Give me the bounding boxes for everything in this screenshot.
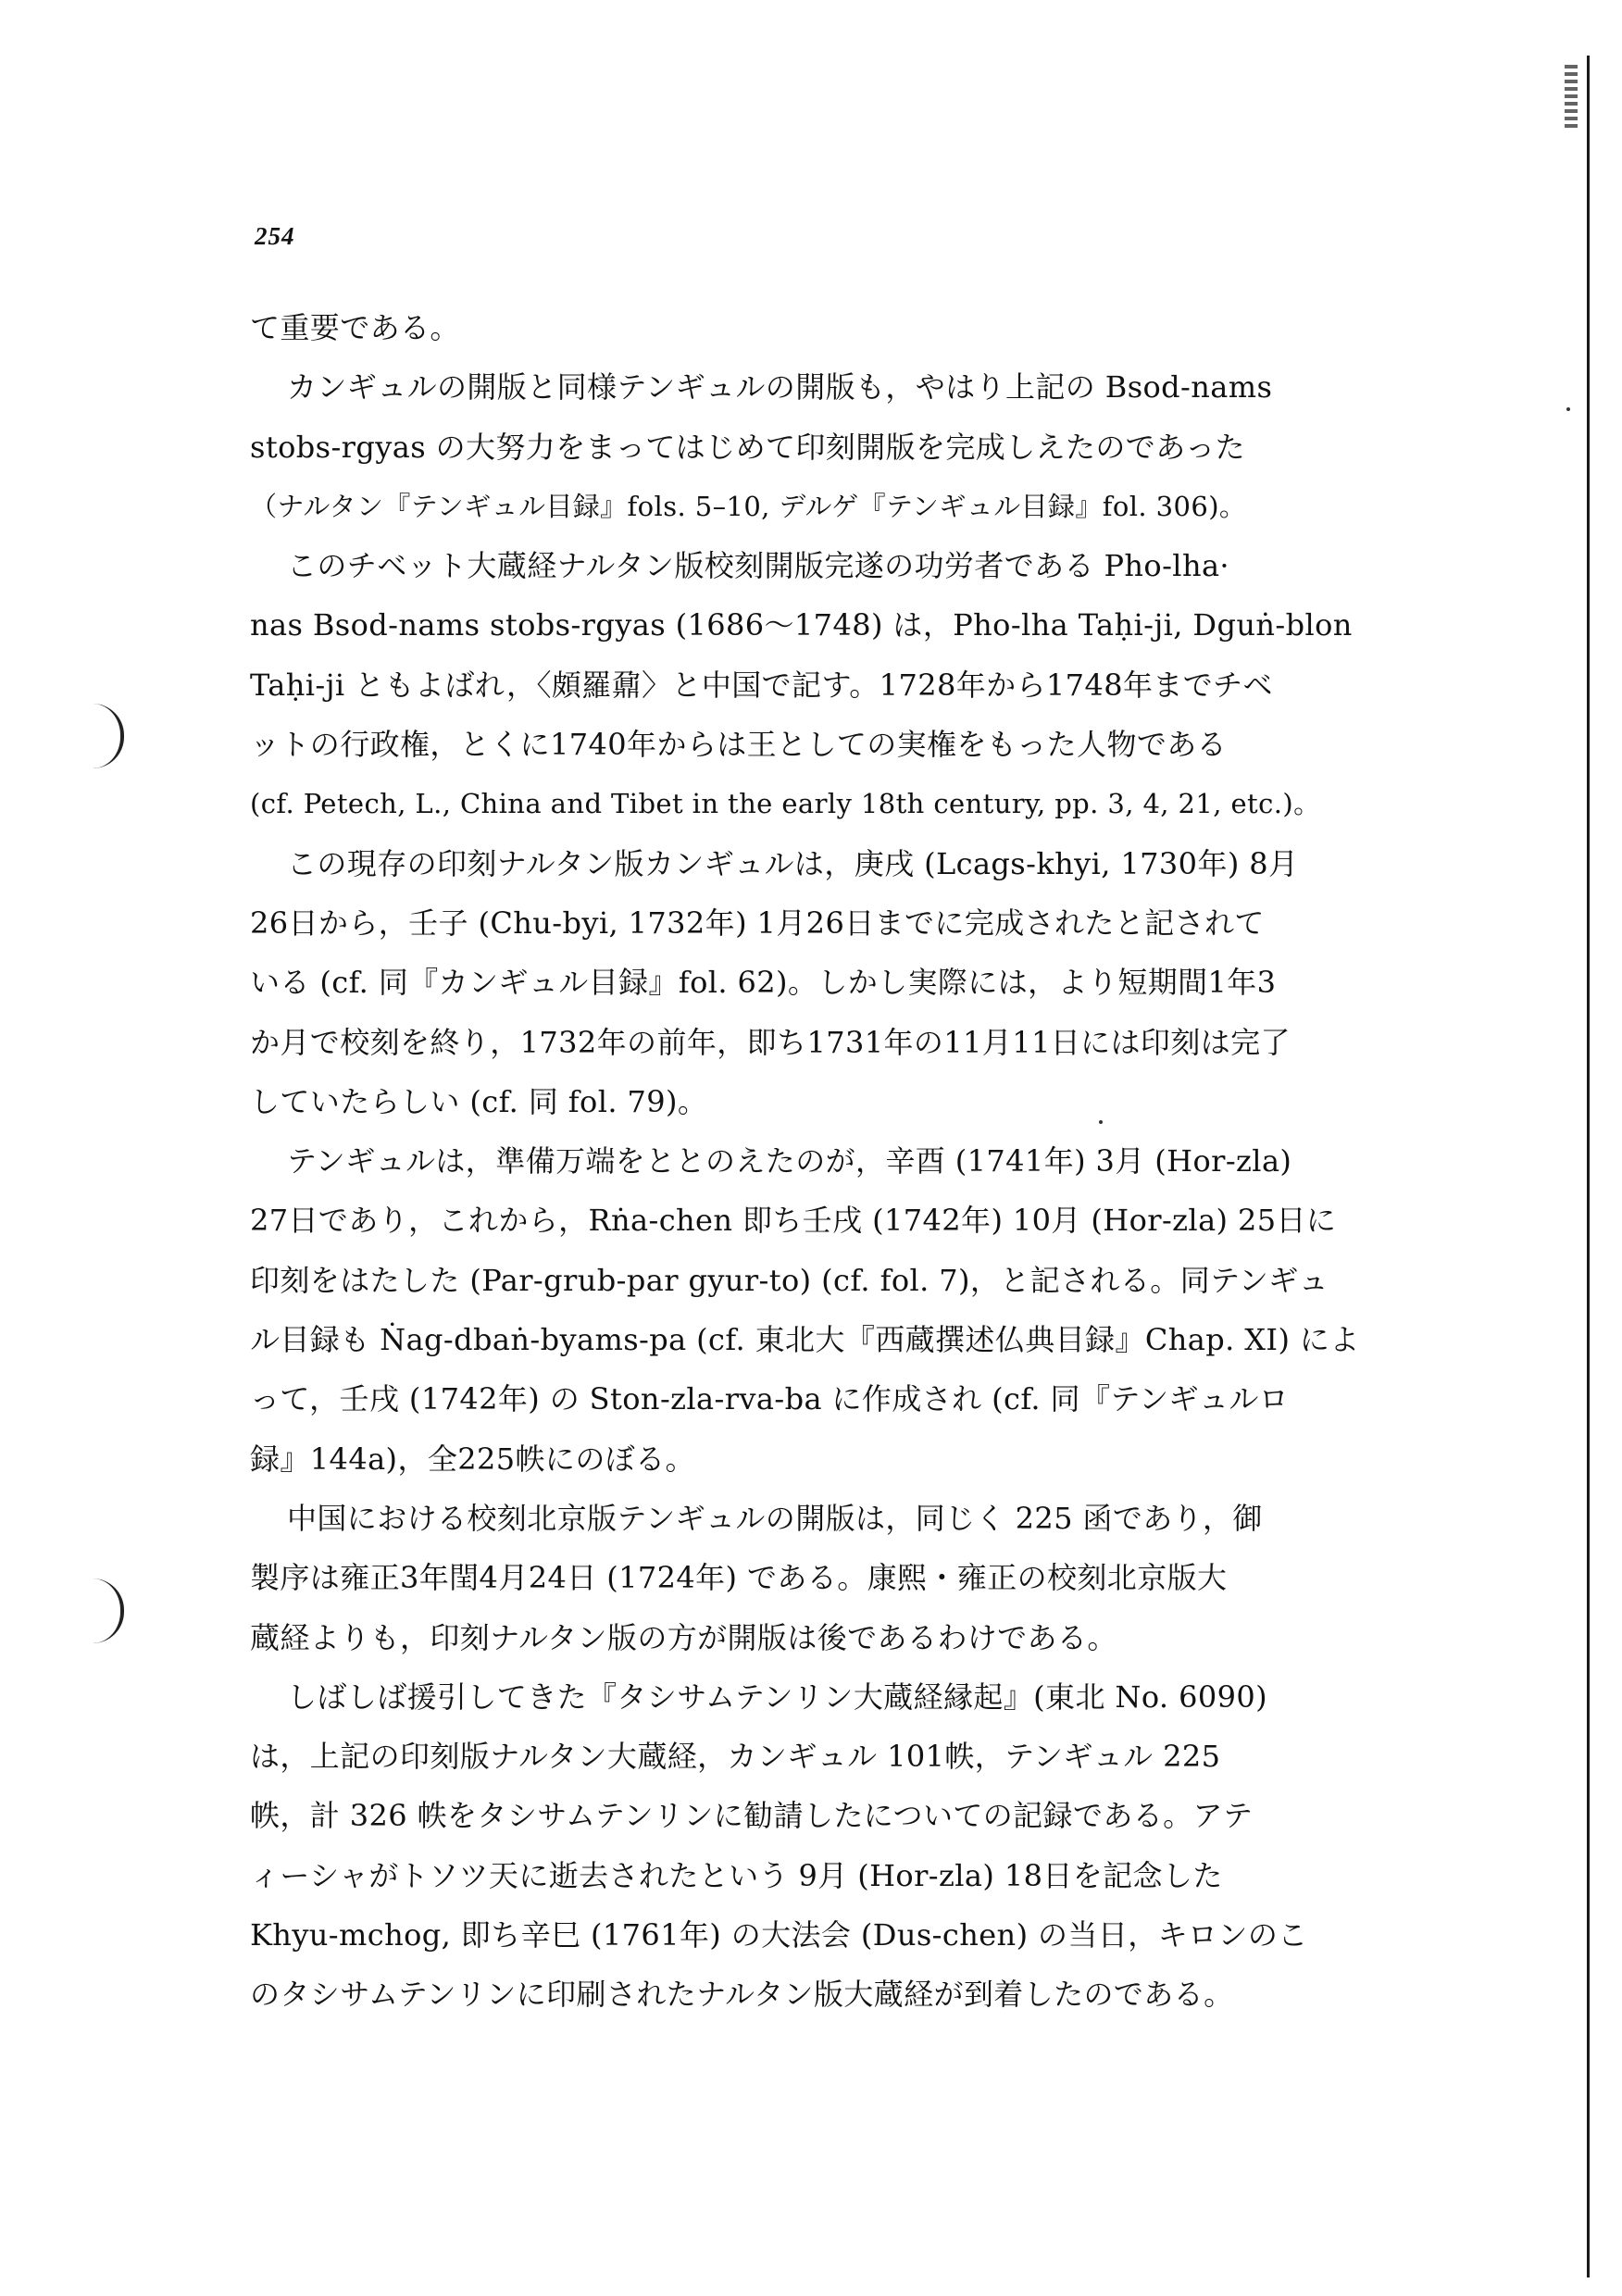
text-line: は，上記の印刻版ナルタン大蔵経，カンギュル 101帙，テンギュル 225: [250, 1739, 1221, 1775]
scan-speck: [1566, 407, 1570, 411]
text-line: いる (cf. 同『カンギュル目録』fol. 62)。しかし実際には，より短期間1年3: [250, 965, 1277, 1001]
text-line: しばしば援引してきた『タシサムテンリン大蔵経縁起』(東北 No. 6090): [287, 1678, 1267, 1715]
text-line: nas Bsod-nams stobs-rgyas (1686～1748) は，Pho-lha Taḥi-ji, Dguṅ-blon: [250, 607, 1353, 643]
text-line: Khyu-mchog, 即ち辛巳 (1761年) の大法会 (Dus-chen) の当日，キロンのこ: [250, 1917, 1308, 1953]
edge-scan-mark: [1565, 65, 1578, 130]
text-line: 26日から，壬子 (Chu-byi, 1732年) 1月26日までに完成されたと記されて: [250, 905, 1265, 941]
text-line: この現存の印刻ナルタン版カンギュルは，庚戌 (Lcags-khyi, 1730年) 8月: [287, 845, 1299, 881]
text-line: 印刻をはたした (Par-grub-par gyur-to) (cf. fol. 7)，と記される。同テンギュ: [250, 1262, 1329, 1298]
text-line: って，壬戌 (1742年) の Ston-zla-rva-ba に作成され (cf. 同『テンギュルロ: [250, 1381, 1290, 1417]
margin-punch-mark: [93, 704, 124, 768]
text-line: ィーシャがトソツ天に逝去されたという 9月 (Hor-zla) 18日を記念した: [250, 1857, 1223, 1893]
text-line: ル目録も Ṅag-dbaṅ-byams-pa (cf. 東北大『西蔵撰述仏典目録』Chap. XI) によ: [250, 1322, 1360, 1358]
text-line: テンギュルは，準備万端をととのえたのが，辛酉 (1741年) 3月 (Hor-zla): [287, 1143, 1292, 1179]
text-line: このチベット大蔵経ナルタン版校刻開版完遂の功労者である Pho-lha·: [287, 548, 1230, 584]
text-line: していたらしい (cf. 同 fol. 79)。: [250, 1083, 708, 1119]
text-line: stobs-rgyas の大努力をまってはじめて印刻開版を完成しえたのであった: [250, 429, 1246, 465]
text-line: 録』144a)，全225帙にのぼる。: [250, 1441, 695, 1477]
text-line: （ナルタン『テンギュル目録』fols. 5–10, デルゲ『テンギュル目録』fol. 306)。: [250, 490, 1247, 522]
text-line: か月で校刻を終り，1732年の前年，即ち1731年の11月11日には印刻は完了: [250, 1024, 1291, 1060]
binding-edge-line: [1587, 56, 1590, 2277]
text-line: 27日であり，これから，Rṅa-chen 即ち壬戌 (1742年) 10月 (Hor-zla) 25日に: [250, 1203, 1337, 1239]
text-line: のタシサムテンリンに印刷されたナルタン版大蔵経が到着したのである。: [250, 1977, 1234, 2013]
body-text: [250, 298, 1375, 2025]
text-line: 蔵経よりも，印刻ナルタン版の方が開版は後であるわけである。: [250, 1619, 1117, 1655]
margin-punch-mark: [93, 1578, 124, 1643]
text-line: (cf. Petech, L., China and Tibet in the early 18th century, pp. 3, 4, 21, etc.)。: [250, 788, 1321, 820]
text-line: 中国における校刻北京版テンギュルの開版は，同じく 225 函であり，御: [287, 1500, 1263, 1536]
text-line: カンギュルの開版と同様テンギュルの開版も，やはり上記の Bsod-nams: [287, 369, 1273, 406]
text-line: Taḥi-ji ともよばれ，〈頗羅鼐〉と中国で記す。1728年から1748年までチベ: [250, 667, 1273, 703]
text-line: て重要である。: [250, 310, 460, 345]
text-line: ットの行政権，とくに1740年からは王としての実権をもった人物である: [250, 727, 1228, 763]
page-number: 254: [255, 222, 295, 250]
text-line: 帙，計 326 帙をタシサムテンリンに勧請したについての記録である。アテ: [250, 1798, 1254, 1834]
text-line: 製序は雍正3年閏4月24日 (1724年) である。康熙・雍正の校刻北京版大: [250, 1560, 1228, 1596]
